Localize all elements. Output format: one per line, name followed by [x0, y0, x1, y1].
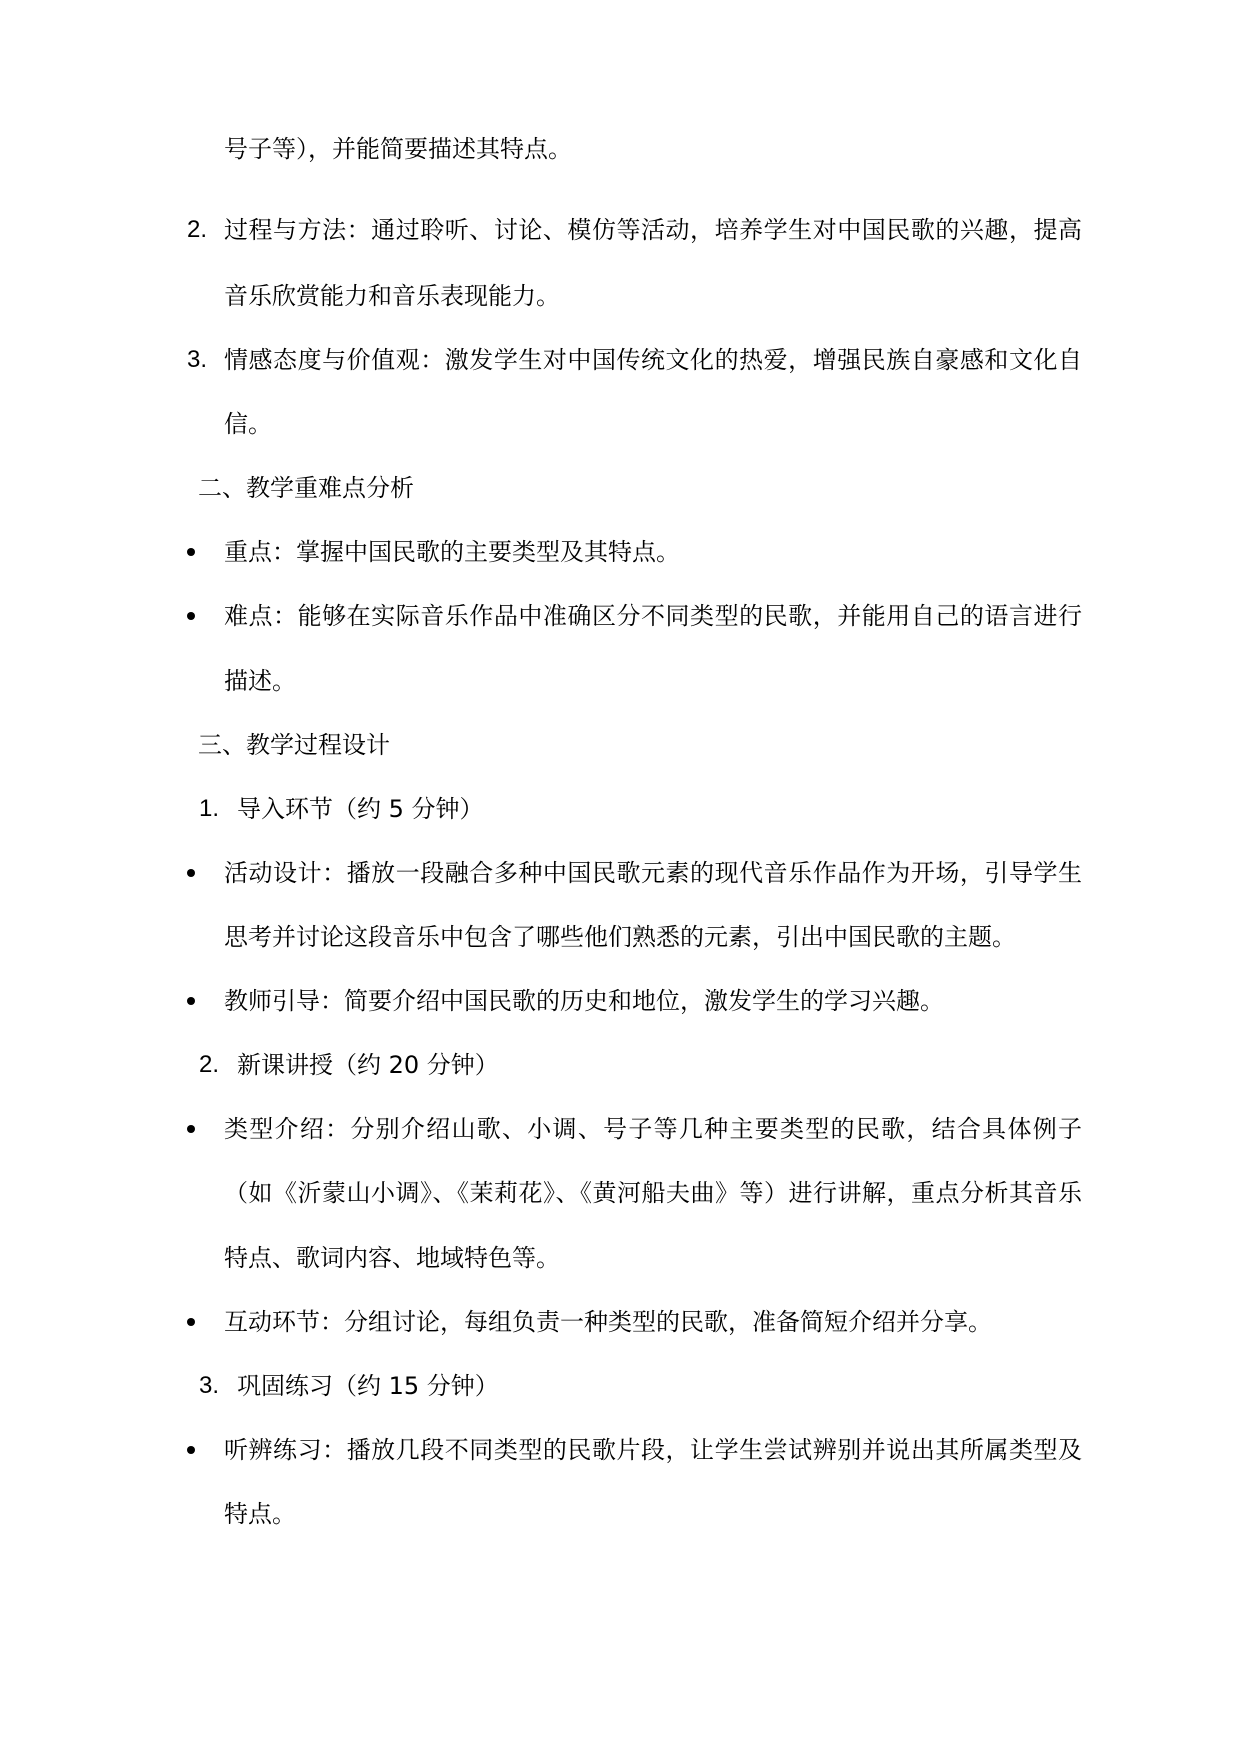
listening-practice-text: 听辨练习：播放几段不同类型的民歌片段，让学生尝试辨别并说出其所属类型及: [224, 1436, 1082, 1464]
step-1-title: 导入环节（约 5 分钟）: [237, 795, 484, 823]
objective-2-text: 过程与方法：通过聆听、讨论、模仿等活动，培养学生对中国民歌的兴趣，提高: [224, 216, 1082, 244]
activity-design-text: 活动设计：播放一段融合多种中国民歌元素的现代音乐作品作为开场，引导学生: [224, 859, 1082, 887]
bullet-icon: [187, 1446, 195, 1454]
bullet-icon: [187, 1318, 195, 1326]
objective-3-continuation: 信。: [224, 410, 272, 438]
bullet-icon: [187, 548, 195, 556]
step-2-title: 新课讲授（约 20 分钟）: [237, 1051, 499, 1079]
key-point-text: 重点：掌握中国民歌的主要类型及其特点。: [224, 538, 680, 566]
difficulty-text: 难点：能够在实际音乐作品中准确区分不同类型的民歌，并能用自己的语言进行: [224, 602, 1082, 630]
section-heading-3: 三、教学过程设计: [198, 731, 390, 759]
listening-practice-continuation: 特点。: [224, 1500, 296, 1528]
objective-2-number: 2.: [187, 216, 208, 243]
bullet-icon: [187, 612, 195, 620]
difficulty-continuation: 描述。: [224, 667, 296, 695]
bullet-icon: [187, 869, 195, 877]
bullet-icon: [187, 997, 195, 1005]
step-3-title: 巩固练习（约 15 分钟）: [237, 1372, 499, 1400]
step-2-number: 2.: [199, 1051, 220, 1078]
step-3-number: 3.: [199, 1372, 220, 1399]
teacher-guide-text: 教师引导：简要介绍中国民歌的历史和地位，激发学生的学习兴趣。: [224, 987, 944, 1015]
objective-3-number: 3.: [187, 346, 208, 373]
objective-2-continuation: 音乐欣赏能力和音乐表现能力。: [224, 282, 560, 310]
objective-1-continuation: 号子等），并能简要描述其特点。: [224, 135, 572, 163]
bullet-icon: [187, 1125, 195, 1133]
type-intro-continuation-2: 特点、歌词内容、地域特色等。: [224, 1244, 560, 1272]
type-intro-text: 类型介绍：分别介绍山歌、小调、号子等几种主要类型的民歌，结合具体例子: [224, 1115, 1082, 1143]
type-intro-continuation-1: （如《沂蒙山小调》、《茉莉花》、《黄河船夫曲》等）进行讲解，重点分析其音乐: [224, 1179, 1082, 1207]
objective-3-text: 情感态度与价值观：激发学生对中国传统文化的热爱，增强民族自豪感和文化自: [224, 346, 1082, 374]
step-1-number: 1.: [199, 795, 220, 822]
activity-design-continuation: 思考并讨论这段音乐中包含了哪些他们熟悉的元素，引出中国民歌的主题。: [224, 923, 1016, 951]
interaction-text: 互动环节：分组讨论，每组负责一种类型的民歌，准备简短介绍并分享。: [224, 1308, 992, 1336]
section-heading-2: 二、教学重难点分析: [198, 474, 414, 502]
